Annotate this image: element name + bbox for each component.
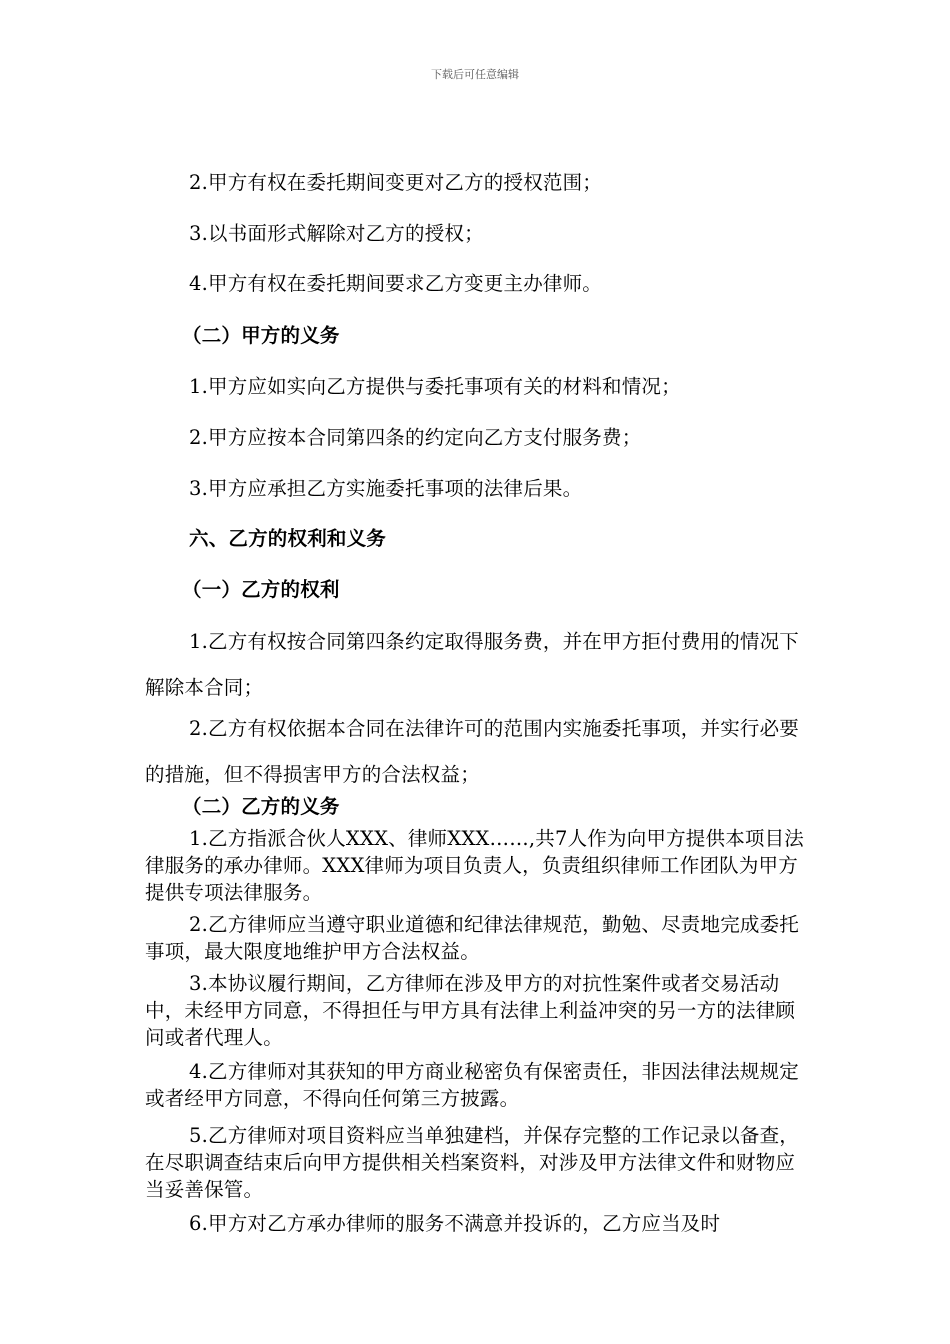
heading-yi-obligations: （二）乙方的义务 bbox=[182, 795, 340, 818]
paragraph-5: 2.甲方应按本合同第四条的约定向乙方支付服务费； bbox=[189, 426, 642, 449]
paragraph-12: 4.乙方律师对其获知的甲方商业秘密负有保密责任，非因法律法规规定或者经甲方同意，不得向任何第三方披露。 bbox=[145, 1060, 800, 1110]
page-header: 下载后可任意编辑 bbox=[431, 68, 519, 81]
paragraph-11: 3.本协议履行期间，乙方律师在涉及甲方的对抗性案件或者交易活动中，未经甲方同意，不得担任与甲方具有法律上利益冲突的另一方的法律顾问或者代理人。 bbox=[145, 972, 796, 1049]
paragraph-2: 3.以书面形式解除对乙方的授权； bbox=[189, 222, 484, 245]
paragraph-7: 1.乙方有权按合同第四条约定取得服务费，并在甲方拒付费用的情况下解除本合同； bbox=[145, 630, 800, 699]
paragraph-3: 4.甲方有权在委托期间要求乙方变更主办律师。 bbox=[189, 272, 603, 295]
paragraph-9: 1.乙方指派合伙人XXX、律师XXX……,共7人作为向甲方提供本项目法律服务的承办律师。XXX律师为项目负责人，负责组织律师工作团队为甲方提供专项法律服务。 bbox=[145, 827, 805, 904]
paragraph-6: 3.甲方应承担乙方实施委托事项的法律后果。 bbox=[189, 477, 583, 500]
paragraph-1: 2.甲方有权在委托期间变更对乙方的授权范围； bbox=[189, 171, 603, 194]
paragraph-4: 1.甲方应如实向乙方提供与委托事项有关的材料和情况； bbox=[189, 375, 681, 398]
paragraph-10: 2.乙方律师应当遵守职业道德和纪律法律规范，勤勉、尽责地完成委托事项，最大限度地维护甲方合法权益。 bbox=[145, 913, 800, 963]
paragraph-13: 5.乙方律师对项目资料应当单独建档，并保存完整的工作记录以备查，在尽职调查结束后向甲方提供相关档案资料，对涉及甲方法律文件和财物应当妥善保管。 bbox=[145, 1124, 800, 1201]
heading-jia-obligations: （二）甲方的义务 bbox=[182, 324, 340, 347]
paragraph-8: 2.乙方有权依据本合同在法律许可的范围内实施委托事项，并实行必要的措施，但不得损害甲方的合法权益； bbox=[145, 717, 800, 786]
paragraph-14: 6.甲方对乙方承办律师的服务不满意并投诉的，乙方应当及时 bbox=[189, 1212, 721, 1235]
section-heading-6: 六、乙方的权利和义务 bbox=[189, 527, 387, 550]
heading-yi-rights: （一）乙方的权利 bbox=[182, 578, 340, 601]
